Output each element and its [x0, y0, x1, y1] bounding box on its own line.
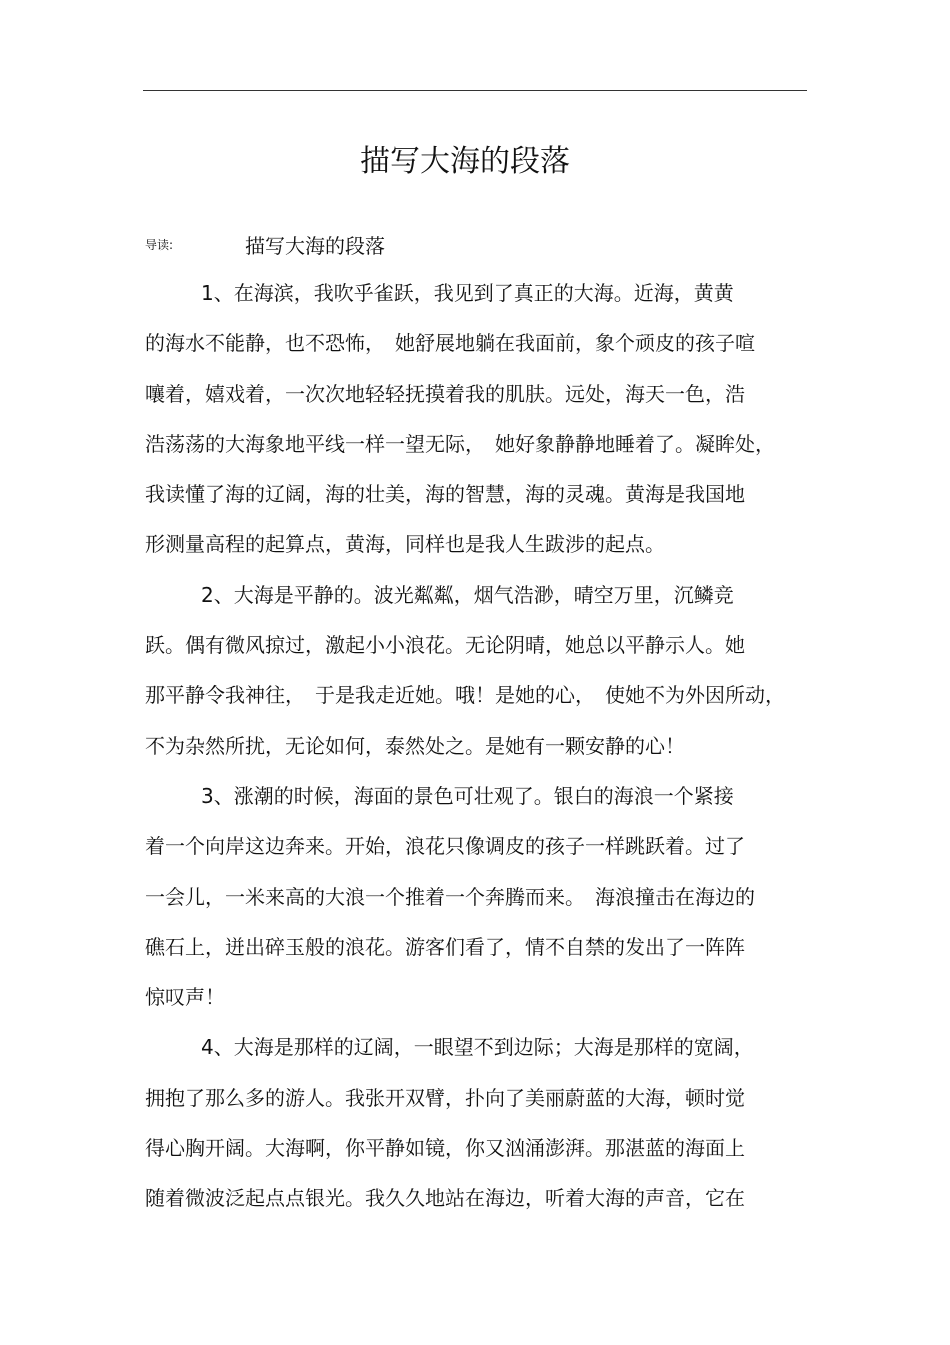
paragraph-1-line: 浩荡荡的大海象地平线一样一望无际， 她好象静静地睡着了。凝眸处，: [145, 431, 775, 456]
paragraph-1-line: 嚷着，嬉戏着，一次次地轻轻抚摸着我的肌肤。远处，海天一色，浩: [145, 381, 745, 406]
paragraph-1-line: 形测量高程的起算点，黄海，同样也是我人生跋涉的起点。: [145, 532, 665, 557]
paragraph-4-line: 拥抱了那么多的游人。我张开双臂，扑向了美丽蔚蓝的大海，顿时觉: [145, 1085, 745, 1110]
paragraph-1-line: 我读懂了海的辽阔，海的壮美，海的智慧，海的灵魂。黄海是我国地: [145, 482, 745, 507]
paragraph-3-line: 惊叹声！: [145, 985, 225, 1010]
paragraph-3-line: 一会儿，一米来高的大浪一个推着一个奔腾而来。 海浪撞击在海边的: [145, 884, 755, 909]
paragraph-2-line: 不为杂然所扰，无论如何，泰然处之。是她有一颗安静的心！: [145, 733, 685, 758]
paragraph-4-line: 得心胸开阔。大海啊，你平静如镜，你又汹涌澎湃。那湛蓝的海面上: [145, 1136, 745, 1161]
paragraph-2-line: 那平静令我神往， 于是我走近她。哦！是她的心， 使她不为外因所动，: [145, 683, 785, 708]
paragraph-4-line: 随着微波泛起点点银光。我久久地站在海边，听着大海的声音，它在: [145, 1186, 745, 1211]
intro-row: [145, 230, 385, 258]
paragraph-1-line: 1、在海滨，我吹乎雀跃，我见到了真正的大海。近海，黄黄: [201, 281, 734, 305]
paragraph-4-line: 4、大海是那样的辽阔，一眼望不到边际；大海是那样的宽阔，: [201, 1035, 754, 1060]
paragraph-2-line: 跃。偶有微风掠过，激起小小浪花。无论阴晴，她总以平静示人。她: [145, 633, 745, 658]
document-body: [145, 268, 805, 1224]
paragraph-1-line: 的海水不能静，也不恐怖， 她舒展地躺在我面前，象个顽皮的孩子喧: [145, 331, 755, 356]
paragraph-3-line: 3、涨潮的时候，海面的景色可壮观了。银白的海浪一个紧接: [201, 783, 734, 808]
paragraph-3-line: 着一个向岸这边奔来。开始，浪花只像调皮的孩子一样跳跃着。过了: [145, 834, 745, 859]
paragraph-3-line: 礁石上，迸出碎玉般的浪花。游客们看了，情不自禁的发出了一阵阵: [145, 934, 745, 959]
top-divider: [143, 90, 807, 91]
paragraph-2-line: 2、大海是平静的。波光粼粼，烟气浩渺，晴空万里，沉鳞竞: [201, 582, 734, 607]
intro-label: 导读:: [145, 237, 174, 252]
document-title: 描写大海的段落: [360, 144, 570, 179]
intro-text: 描写大海的段落: [245, 233, 385, 258]
